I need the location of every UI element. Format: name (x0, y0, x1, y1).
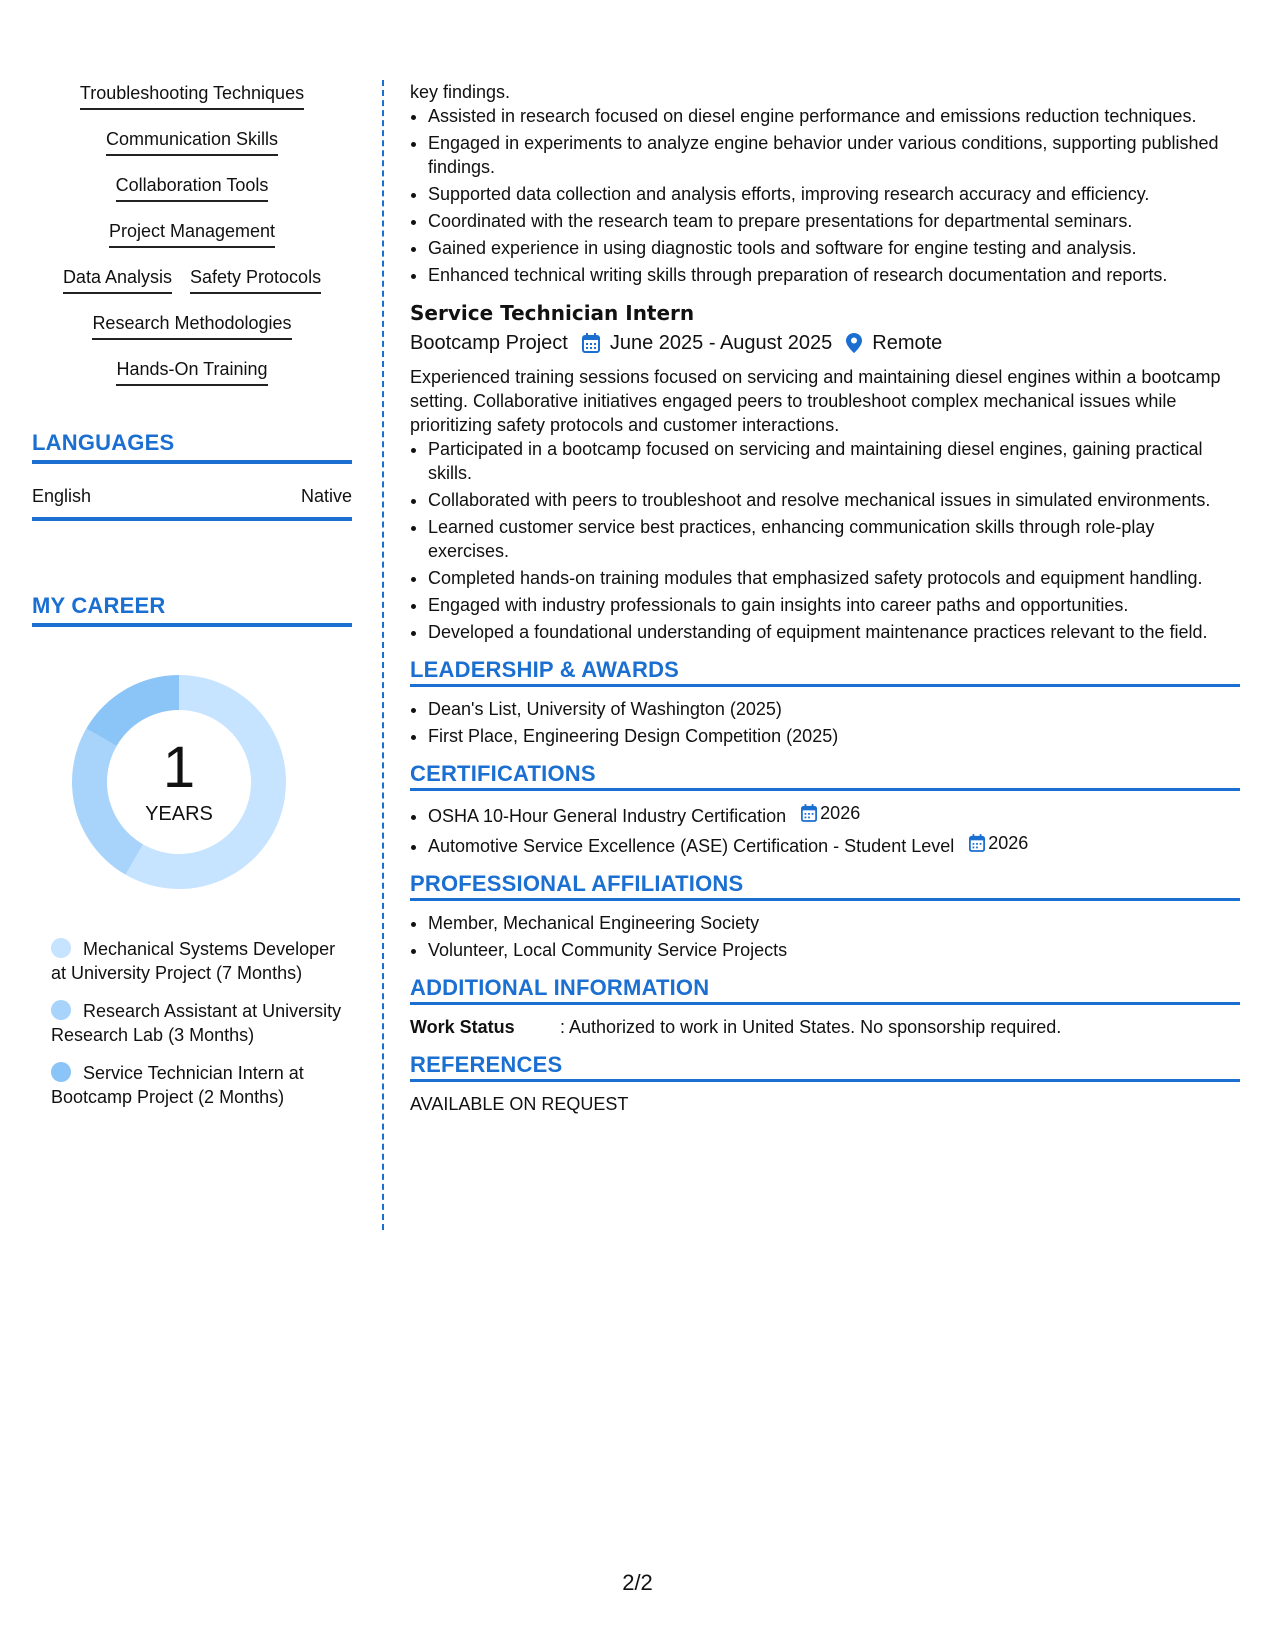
language-name: English (32, 486, 92, 506)
cert-year (801, 801, 860, 825)
skill-row (32, 266, 352, 294)
career-total: 1 (162, 734, 196, 800)
list-item: • First Place, Engineering Design Competition (2025) (428, 724, 1240, 748)
job-dates: June 2025 - August 2025 (609, 332, 833, 354)
skill-row (32, 220, 352, 248)
continued-text: key findings. (410, 82, 511, 102)
legend-dot (51, 938, 71, 958)
skill-row (32, 82, 352, 110)
list-item: • Gained experience in using diagnostic tools and software for engine testing and analysis. (428, 236, 1240, 260)
language-row (32, 486, 352, 521)
career-donut-center (64, 667, 294, 897)
cert-year-text: 2026 (820, 803, 861, 823)
job-meta (410, 331, 1240, 355)
cert-name: Automotive Service Excellence (ASE) Certification - Student Level (428, 836, 955, 856)
list-item: • Collaborated with peers to troubleshoot and resolve mechanical issues in simulated environments. (428, 488, 1240, 512)
skill-row (32, 358, 352, 386)
legend-item (51, 1061, 351, 1109)
calendar-icon (969, 834, 985, 852)
job-bullets (410, 437, 1240, 644)
leadership-heading: LEADERSHIP & AWARDS (410, 658, 1240, 687)
list-item: • Learned customer service best practices, enhancing communication skills through role-play exercises. (428, 515, 1240, 563)
leadership-list (410, 697, 1240, 748)
languages-section (32, 430, 352, 521)
cert-name: OSHA 10-Hour General Industry Certification (428, 806, 787, 826)
career-heading: MY CAREER (32, 593, 352, 627)
skill-tag: Hands-On Training (116, 358, 267, 386)
skills-list (32, 82, 352, 386)
right-column (410, 80, 1240, 1116)
language-level: Native (300, 486, 352, 506)
skill-row (32, 128, 352, 156)
skill-tag: Project Management (109, 220, 275, 248)
list-item: • Engaged with industry professionals to gain insights into career paths and opportunities. (428, 593, 1240, 617)
list-item: • Dean's List, University of Washington (2025) (428, 697, 1240, 721)
list-item (428, 831, 1240, 858)
affiliations-heading: PROFESSIONAL AFFILIATIONS (410, 872, 1240, 901)
career-section (32, 593, 352, 1109)
list-item (428, 801, 1240, 828)
legend-dot (51, 1062, 71, 1082)
left-column (32, 82, 352, 1123)
column-divider (382, 80, 384, 1230)
languages-heading: LANGUAGES (32, 430, 352, 464)
list-item: • Supported data collection and analysis efforts, improving research accuracy and efficiency. (428, 182, 1240, 206)
job-summary: Experienced training sessions focused on servicing and maintaining diesel engines within a bootcamp setting. Collaborative initiatives engaged peers to troubleshoot complex mechanical issues while prioritizing safety protocols and customer interactions. (410, 367, 1221, 435)
references-heading: REFERENCES (410, 1053, 1240, 1082)
location-pin-icon (846, 333, 862, 353)
skill-tag: Troubleshooting Techniques (80, 82, 304, 110)
certifications-list (410, 801, 1240, 858)
list-item: • Coordinated with the research team to prepare presentations for departmental seminars. (428, 209, 1240, 233)
list-item: • Completed hands-on training modules that emphasized safety protocols and equipment handling. (428, 566, 1240, 590)
legend-label: Mechanical Systems Developer at University Project (7 Months) (51, 939, 336, 983)
work-status-row (410, 1015, 1240, 1039)
cert-year (969, 831, 1028, 855)
skill-tag: Communication Skills (106, 128, 278, 156)
job-title: Service Technician Intern (410, 301, 695, 325)
list-item: • Volunteer, Local Community Service Projects (428, 938, 1240, 962)
legend-label: Service Technician Intern at Bootcamp Project (2 Months) (51, 1063, 304, 1107)
legend-item (51, 937, 351, 985)
list-item: • Participated in a bootcamp focused on servicing and maintaining diesel engines, gaining practical skills. (428, 437, 1240, 485)
list-item: • Assisted in research focused on diesel engine performance and emissions reduction techniques. (428, 104, 1240, 128)
skill-tag: Collaboration Tools (116, 174, 269, 202)
continued-bullets (410, 104, 1240, 287)
references-text: AVAILABLE ON REQUEST (410, 1094, 629, 1114)
work-status-value: : Authorized to work in United States. No sponsorship required. (560, 1017, 1062, 1037)
certifications-heading: CERTIFICATIONS (410, 762, 1240, 791)
list-item: • Engaged in experiments to analyze engine behavior under various conditions, supporting published findings. (428, 131, 1240, 179)
additional-heading: ADDITIONAL INFORMATION (410, 976, 1240, 1005)
calendar-icon (801, 804, 817, 822)
list-item: • Member, Mechanical Engineering Society (428, 911, 1240, 935)
affiliations-list (410, 911, 1240, 962)
legend-dot (51, 1000, 71, 1020)
legend-item (51, 999, 351, 1047)
skill-tag: Data Analysis (63, 266, 172, 294)
skill-row (32, 312, 352, 340)
skill-tag: Research Methodologies (92, 312, 291, 340)
work-status-label: Work Status (410, 1017, 515, 1037)
calendar-icon (582, 333, 600, 353)
career-legend (51, 937, 351, 1109)
list-item: • Developed a foundational understanding of equipment maintenance practices relevant to the field. (428, 620, 1240, 644)
job-location: Remote (872, 332, 943, 354)
cert-year-text: 2026 (988, 833, 1029, 853)
list-item: • Enhanced technical writing skills through preparation of research documentation and reports. (428, 263, 1240, 287)
skill-row (32, 174, 352, 202)
skill-tag: Safety Protocols (190, 266, 321, 294)
legend-label: Research Assistant at University Research Lab (3 Months) (51, 1001, 342, 1045)
job-company: Bootcamp Project (410, 332, 568, 354)
career-unit: YEARS (145, 802, 213, 825)
page-number: 2/2 (622, 1570, 653, 1595)
career-donut (64, 667, 294, 897)
